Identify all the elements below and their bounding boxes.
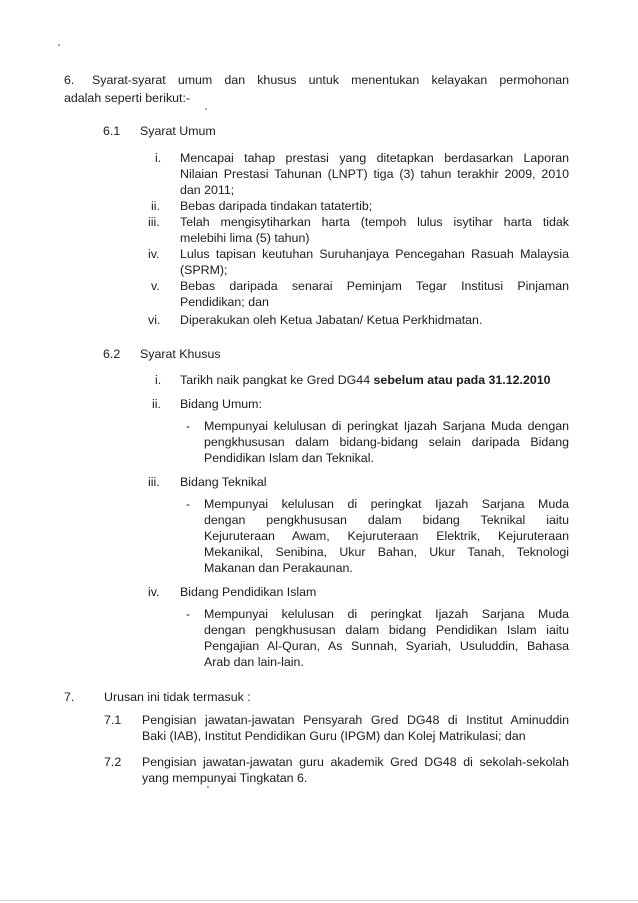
bullet-text: dengan pengkhususan dalam bidang Teknikal iaitu [204,513,569,527]
scan-speck [205,108,207,110]
scan-speck [207,786,209,788]
list-item-text: Telah mengisytiharkan harta (tempoh lulus isytihar harta tidak [180,215,569,229]
bullet-text: Mekanikal, Senibina, Ukur Bahan, Ukur Tanah, Teknologi [204,545,569,559]
bullet-text: Mempunyai kelulusan di peringkat Ijazah Sarjana Muda [204,607,569,621]
list-item-text: (SPRM); [180,263,228,277]
list-item-text: dan 2011; [180,183,235,197]
bullet-text: Pendidikan Islam dan Teknikal. [204,451,374,465]
list-item-number: iii. [148,475,160,489]
bullet-text: Mempunyai kelulusan di peringkat Ijazah Sarjana Muda dengan [204,419,569,433]
bullet-text: pengkhususan dalam bidang-bidang selain daripada Bidang [204,435,569,449]
list-item-number: ii. [151,199,160,213]
list-item-number: iv. [148,247,160,261]
subsection-7-2-text: yang mempunyai Tingkatan 6. [142,771,308,785]
subsection-6-2-number: 6.2 [103,347,121,361]
list-item-text: Pendidikan; dan [180,295,269,309]
scan-speck [58,44,60,46]
bullet-text: Arab dan lain-lain. [204,655,304,669]
list-item-number: i. [155,373,162,387]
field-title: Bidang Umum: [180,397,262,411]
list-item-text: Bebas daripada senarai Peminjam Tegar Institusi Pinjaman [180,279,569,293]
subsection-7-2-number: 7.2 [104,755,122,769]
field-title: Bidang Teknikal [180,475,267,489]
bullet-text: Mempunyai kelulusan di peringkat Ijazah Sarjana Muda [204,497,569,511]
bullet-dash: - [186,607,191,621]
list-item-number: i. [155,151,162,165]
section-6-intro-line2: adalah seperti berikut:- [64,91,191,105]
list-item-text [180,372,551,388]
section-7-intro: Urusan ini tidak termasuk : [104,690,251,704]
subsection-6-1-number: 6.1 [103,124,121,138]
list-item-number: iii. [148,215,160,229]
section-6-intro-line1: Syarat-syarat umum dan khusus untuk menentukan kelayakan permohonan [92,73,569,87]
bullet-dash: - [186,497,191,511]
subsection-7-1-text: Pengisian jawatan-jawatan Pensyarah Gred DG48 di Institut Aminuddin [142,713,569,727]
list-item-text: Mencapai tahap prestasi yang ditetapkan berdasarkan Laporan [180,151,569,165]
list-item-number: vi. [148,313,161,327]
bullet-text: Makanan dan Perakaunan. [204,561,353,575]
subsection-6-1-title: Syarat Umum [140,124,216,138]
subsection-7-1-text: Baki (IAB), Institut Pendidikan Guru (IPGM) dan Kolej Matrikulasi; dan [142,729,526,743]
bullet-text: Kejuruteraan Awam, Kejuruteraan Elektrik, Kejuruteraan [204,529,569,543]
list-item-text: Nilaian Prestasi Tahunan (LNPT) tiga (3) tahun terakhir 2009, 2010 [180,167,569,181]
bullet-dash: - [186,419,191,433]
list-item-text: Lulus tapisan keutuhan Suruhanjaya Pencegahan Rasuah Malaysia [180,247,569,261]
bullet-text: Pengajian Al-Quran, As Sunnah, Syariah, Usuluddin, Bahasa [204,639,569,653]
bullet-text: dengan pengkhususan dalam bidang Pendidikan Islam iaitu [204,623,569,637]
subsection-7-2-text: Pengisian jawatan-jawatan guru akademik Gred DG48 di sekolah-sekolah [142,755,569,769]
field-title: Bidang Pendidikan Islam [180,585,317,599]
list-item-number: ii. [152,397,161,411]
scan-edge [0,900,638,901]
subsection-6-2-title: Syarat Khusus [140,347,221,361]
promotion-date-bold: sebelum atau pada 31.12.2010 [373,373,551,387]
subsection-7-1-number: 7.1 [104,713,122,727]
section-6-number: 6. [64,73,75,87]
promotion-date-text: Tarikh naik pangkat ke Gred DG44 [180,373,374,387]
list-item-number: v. [151,279,160,293]
list-item-text: Bebas daripada tindakan tatatertib; [180,199,373,213]
list-item-text: Diperakukan oleh Ketua Jabatan/ Ketua Perkhidmatan. [180,313,483,327]
section-7-number: 7. [64,690,75,704]
list-item-number: iv. [148,585,160,599]
list-item-text: melebihi lima (5) tahun) [180,231,310,245]
